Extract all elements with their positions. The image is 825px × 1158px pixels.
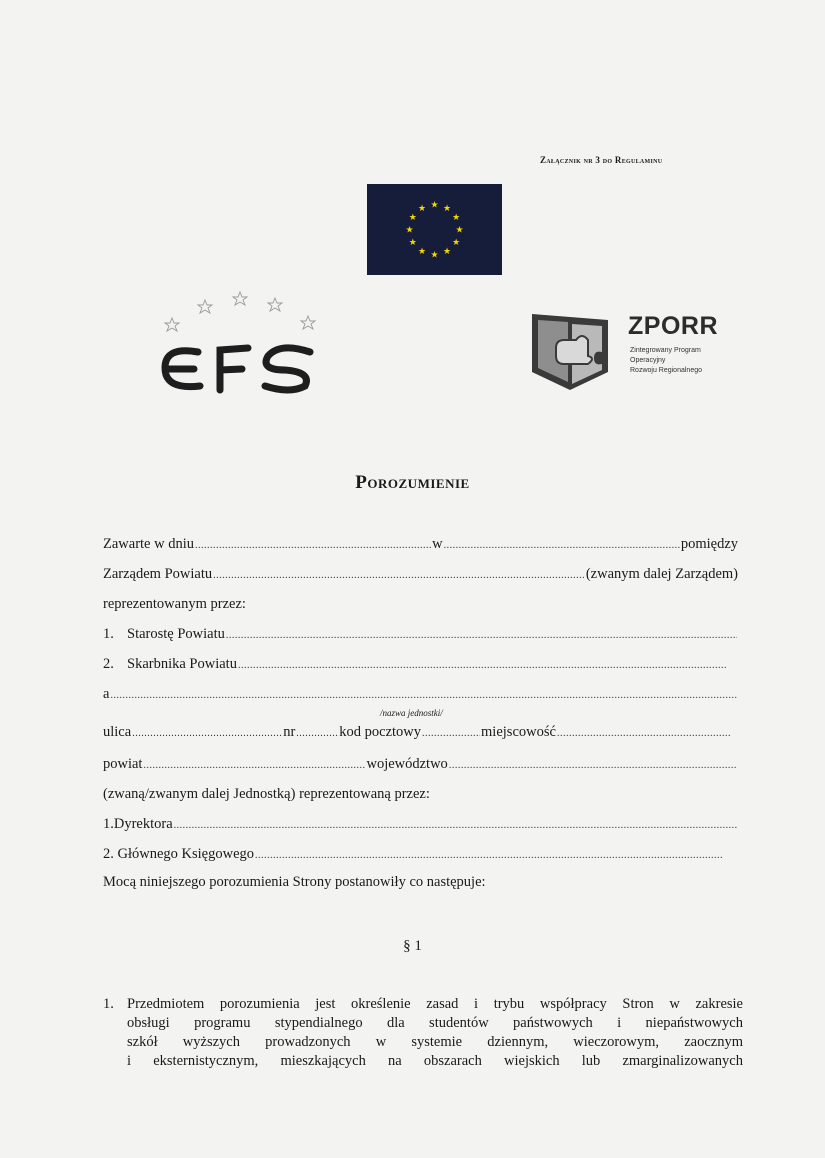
document-title: Porozumienie xyxy=(355,472,470,493)
zporr-subtitle: Zintegrowany Program Operacyjny Rozwoju Regionalnego xyxy=(630,347,702,374)
eu-star-icon: ★ xyxy=(417,202,427,213)
section-mark: § 1 xyxy=(403,938,422,954)
fill-field[interactable] xyxy=(238,660,727,671)
eu-star-icon: ★ xyxy=(430,199,439,210)
eu-star-icon: ★ xyxy=(452,212,461,222)
eu-star-icon: ★ xyxy=(408,212,417,222)
form-line-zwana: (zwaną/zwanym dalej Jednostką) reprezentowaną przez: xyxy=(103,786,430,802)
eu-star-icon: ★ xyxy=(430,249,439,260)
paragraph-line: i eksternistycznym, mieszkających na obszarach wiejskich lub zmarginalizowanych xyxy=(127,1053,743,1069)
form-line-moca: Mocą niniejszego porozumienia Strony postanowiły co następuje: xyxy=(103,874,486,890)
form-line-reprezentowanym: reprezentowanym przez: xyxy=(103,596,246,612)
paragraph-line: Przedmiotem porozumienia jest określenie zasad i trybu współpracy Stron w zakresie xyxy=(127,996,743,1012)
zporr-title: ZPORR xyxy=(628,312,718,340)
fill-field[interactable] xyxy=(449,760,737,771)
form-line-skarbnik: 2. Skarbnika Powiatu ..... xyxy=(103,656,728,678)
form-line-date: Zawarte w dniu ..... w ..... pomiędzy xyxy=(103,536,738,558)
fill-field[interactable] xyxy=(296,728,338,739)
paragraph-line: obsługi programu stypendialnego dla studentów państwowych i niepaństwowych xyxy=(127,1015,743,1031)
eu-star-icon: ★ xyxy=(452,237,461,247)
efs-logo xyxy=(160,290,330,400)
fill-field[interactable] xyxy=(195,540,431,551)
fill-field[interactable] xyxy=(444,540,680,551)
form-line-ksiegowy: 2. Głównego Księgowego ..... xyxy=(103,846,723,868)
annex-label: Załącznik nr 3 do Regulaminu xyxy=(540,155,663,165)
eu-star-icon: ★ xyxy=(442,202,452,213)
eu-flag-icon xyxy=(367,184,502,275)
fill-field[interactable] xyxy=(132,728,282,739)
fill-field[interactable] xyxy=(174,820,737,831)
zporr-logo xyxy=(530,312,750,394)
eu-star-icon: ★ xyxy=(442,246,452,257)
paragraph-number: 1. xyxy=(103,996,114,1012)
paragraph-line: szkół wyższych prowadzonych w systemie dziennym, wieczorowym, zaocznym xyxy=(127,1034,743,1050)
fill-field[interactable] xyxy=(213,570,585,581)
eu-star-icon: ★ xyxy=(408,237,417,247)
form-line-address: ulica ..... nr ..... kod pocztowy ..... miejscowość ..... xyxy=(103,724,731,746)
eu-star-icon: ★ xyxy=(417,246,427,257)
fill-field[interactable] xyxy=(226,630,737,641)
form-line-zarzad: Zarządem Powiatu ..... (zwanym dalej Zarządem) xyxy=(103,566,738,588)
unit-name-note: /nazwa jednostki/ xyxy=(380,708,443,718)
form-line-starosta: 1. Starostę Powiatu ..... xyxy=(103,626,738,648)
eu-star-icon: ★ xyxy=(455,224,464,235)
form-line-powiat: powiat ..... województwo ..... xyxy=(103,756,738,778)
paragraph-1 xyxy=(103,995,743,1071)
eu-star-icon: ★ xyxy=(405,224,414,235)
fill-field[interactable] xyxy=(110,690,737,701)
form-line-jednostka: a ..... xyxy=(103,686,738,708)
fill-field[interactable] xyxy=(255,850,722,861)
form-line-dyrektor: 1.Dyrektora ..... xyxy=(103,816,738,838)
fill-field[interactable] xyxy=(422,728,480,739)
fill-field[interactable] xyxy=(143,760,365,771)
fill-field[interactable] xyxy=(557,728,730,739)
